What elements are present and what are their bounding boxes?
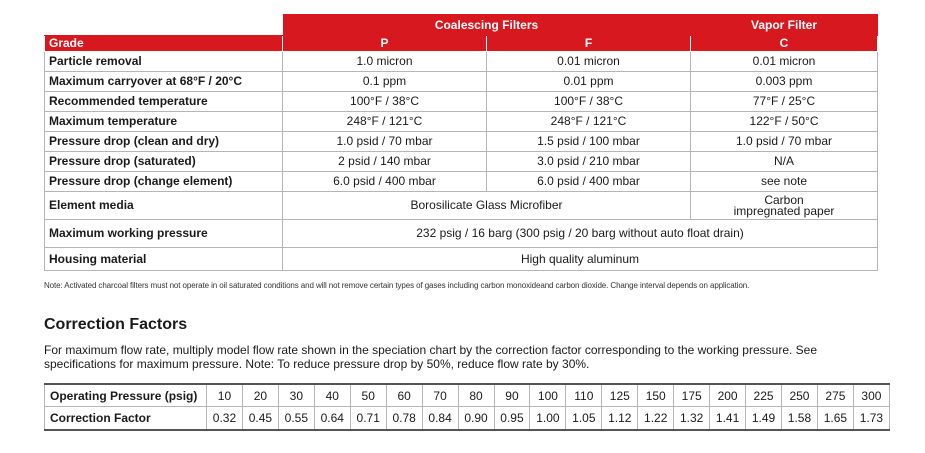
pressure-cell: 20 [242, 384, 278, 407]
factor-cell: 1.22 [638, 407, 674, 431]
factor-cell: 0.78 [386, 407, 422, 431]
table-row [45, 72, 878, 92]
row-label: Element media [45, 192, 283, 220]
cell-c: 122°F / 50°C [691, 112, 878, 132]
factor-cell: 0.95 [494, 407, 530, 431]
row-label: Maximum carryover at 68°F / 20°C [45, 72, 283, 92]
cell-p: 248°F / 121°C [283, 112, 487, 132]
cell-c: 0.003 ppm [691, 72, 878, 92]
cell-p: 2 psid / 140 mbar [283, 152, 487, 172]
factor-cell: 0.32 [207, 407, 243, 431]
table-row [45, 132, 878, 152]
pressure-label: Operating Pressure (psig) [45, 384, 207, 407]
coalescing-filters-header: Coalescing Filters [283, 15, 691, 36]
factor-cell: 1.12 [602, 407, 638, 431]
cell-f: 3.0 psid / 210 mbar [487, 152, 691, 172]
row-label: Maximum temperature [45, 112, 283, 132]
row-label: Pressure drop (change element) [45, 172, 283, 192]
table-row [45, 152, 878, 172]
grade-f-header: F [487, 36, 691, 52]
pressure-cell: 300 [853, 384, 889, 407]
cell-c: see note [691, 172, 878, 192]
pressure-cell: 225 [746, 384, 782, 407]
pressure-cell: 30 [278, 384, 314, 407]
factor-cell: 1.41 [710, 407, 746, 431]
housing-material-row [45, 248, 878, 271]
cell-p: 1.0 micron [283, 52, 487, 72]
cell-pf-media: Borosilicate Glass Microfiber [283, 192, 691, 220]
empty-header-cell [45, 15, 283, 36]
pressure-cell: 80 [458, 384, 494, 407]
media-c-line2: impregnated paper [733, 203, 835, 218]
row-label: Pressure drop (clean and dry) [45, 132, 283, 152]
factor-cell: 1.05 [566, 407, 602, 431]
cell-f: 6.0 psid / 400 mbar [487, 172, 691, 192]
pressure-row [45, 384, 890, 407]
cell-c: N/A [691, 152, 878, 172]
cell-p: 6.0 psid / 400 mbar [283, 172, 487, 192]
section-title: Correction Factors [44, 316, 188, 333]
pressure-cell: 275 [817, 384, 853, 407]
table-row [45, 92, 878, 112]
factor-cell: 0.71 [350, 407, 386, 431]
grade-c-header: C [691, 36, 878, 52]
cell-housing-value: High quality aluminum [283, 248, 878, 271]
pressure-cell: 40 [314, 384, 350, 407]
pressure-cell: 110 [566, 384, 602, 407]
pressure-cell: 150 [638, 384, 674, 407]
media-c-line1: Carbon [764, 192, 804, 207]
pressure-cell: 10 [207, 384, 243, 407]
cell-c-media [691, 192, 878, 220]
table-row [45, 172, 878, 192]
row-label: Pressure drop (saturated) [45, 152, 283, 172]
grade-header-row [45, 36, 878, 52]
pressure-cell: 90 [494, 384, 530, 407]
pressure-cell: 50 [350, 384, 386, 407]
row-label: Housing material [45, 248, 283, 271]
table-row [45, 52, 878, 72]
row-label: Particle removal [45, 52, 283, 72]
factor-cell: 0.84 [422, 407, 458, 431]
cell-pressure-value: 232 psig / 16 barg (300 psig / 20 barg without auto float drain) [283, 220, 878, 248]
cell-f: 0.01 micron [487, 52, 691, 72]
cell-c: 1.0 psid / 70 mbar [691, 132, 878, 152]
factor-cell: 1.58 [782, 407, 818, 431]
factor-cell: 0.45 [242, 407, 278, 431]
correction-factor-table [44, 383, 890, 431]
factor-row [45, 407, 890, 431]
cell-f: 0.01 ppm [487, 72, 691, 92]
grade-p-header: P [283, 36, 487, 52]
row-label: Maximum working pressure [45, 220, 283, 248]
pressure-cell: 60 [386, 384, 422, 407]
factor-label: Correction Factor [45, 407, 207, 431]
factor-cell: 1.49 [746, 407, 782, 431]
factor-cell: 0.64 [314, 407, 350, 431]
cell-f: 1.5 psid / 100 mbar [487, 132, 691, 152]
cell-p: 100°F / 38°C [283, 92, 487, 112]
grade-header: Grade [45, 36, 283, 52]
group-header-row [45, 15, 878, 36]
factor-cell: 0.55 [278, 407, 314, 431]
cell-f: 248°F / 121°C [487, 112, 691, 132]
cell-p: 0.1 ppm [283, 72, 487, 92]
cell-c: 77°F / 25°C [691, 92, 878, 112]
pressure-cell: 250 [782, 384, 818, 407]
factor-cell: 1.32 [674, 407, 710, 431]
vapor-filter-header: Vapor Filter [691, 15, 878, 36]
pressure-cell: 175 [674, 384, 710, 407]
footnote: Note: Activated charcoal filters must not operate in oil saturated conditions and will not remove certain types of gases including carbon monoxideand carbon dioxide. Change interval depends on application. [44, 281, 750, 290]
section-description: For maximum flow rate, multiply model flow rate shown in the speciation chart by the correction factor corresponding to the working pressure. See specifications for maximum pressure. Note: To reduce pressure drop by 50%, reduce flow rate by 30%. [44, 343, 818, 371]
factor-cell: 0.90 [458, 407, 494, 431]
factor-cell: 1.00 [530, 407, 566, 431]
pressure-cell: 125 [602, 384, 638, 407]
pressure-cell: 100 [530, 384, 566, 407]
max-working-pressure-row [45, 220, 878, 248]
table-row [45, 112, 878, 132]
pressure-cell: 200 [710, 384, 746, 407]
cell-f: 100°F / 38°C [487, 92, 691, 112]
element-media-row [45, 192, 878, 220]
cell-p: 1.0 psid / 70 mbar [283, 132, 487, 152]
factor-cell: 1.73 [853, 407, 889, 431]
filter-spec-table [44, 14, 878, 271]
pressure-cell: 70 [422, 384, 458, 407]
factor-cell: 1.65 [817, 407, 853, 431]
cell-c: 0.01 micron [691, 52, 878, 72]
row-label: Recommended temperature [45, 92, 283, 112]
